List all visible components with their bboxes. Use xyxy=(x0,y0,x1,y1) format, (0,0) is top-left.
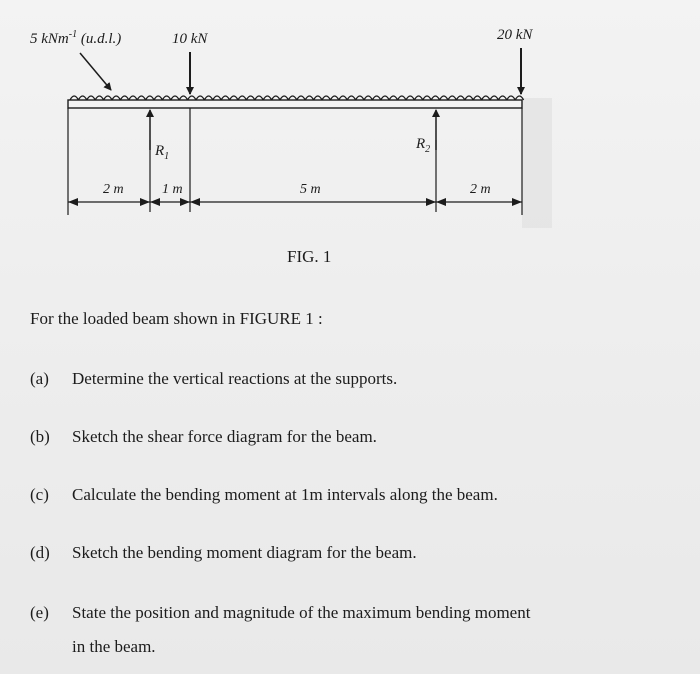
question-a xyxy=(30,366,680,392)
question-d xyxy=(30,540,680,566)
beam xyxy=(68,100,522,108)
question-label: (e) xyxy=(30,603,49,622)
question-label: (d) xyxy=(30,543,50,562)
question-label: (b) xyxy=(30,427,50,446)
r1-label: $R_1$ xyxy=(155,143,170,162)
dim-arrow-r2-right xyxy=(436,198,446,206)
question-text: Sketch the shear force diagram for the beam. xyxy=(72,427,377,446)
dimension-label-1m: 1 m xyxy=(162,182,183,197)
question-c xyxy=(30,482,680,508)
dimension-label-2m-right: 2 m xyxy=(470,182,491,197)
dim-arrow-load-left xyxy=(180,198,190,206)
show-through-text xyxy=(360,392,364,410)
question-text: Sketch the bending moment diagram for the beam. xyxy=(72,543,417,562)
dimension-label-2m-left: 2 m xyxy=(103,182,124,197)
point-load-20kn-label: 20 kN xyxy=(497,27,533,43)
show-through-hatch xyxy=(522,98,552,228)
dim-arrow-load-right xyxy=(190,198,200,206)
figure-caption: FIG. 1 xyxy=(287,247,332,266)
question-text: Determine the vertical reactions at the supports. xyxy=(72,369,398,388)
question-b xyxy=(30,424,680,450)
question-text-continuation: in the beam. xyxy=(72,637,156,656)
question-e xyxy=(30,600,680,660)
dimension-label-5m: 5 m xyxy=(300,182,321,197)
dim-arrow-r1-left xyxy=(140,198,150,206)
udl-label: 5 kNm$^{-1}$ (u.d.l.) xyxy=(30,29,122,47)
question-label: (c) xyxy=(30,485,49,504)
r2-label: $R_2$ xyxy=(416,136,431,155)
intro-text: For the loaded beam shown in FIGURE 1 : xyxy=(30,309,323,328)
dim-arrow-r1-right xyxy=(150,198,160,206)
dim-arrow-right-end xyxy=(512,198,522,206)
dim-arrow-r2-left xyxy=(426,198,436,206)
beam-figure xyxy=(0,0,700,300)
question-label: (a) xyxy=(30,369,49,388)
question-text: Calculate the bending moment at 1m intervals along the beam. xyxy=(72,485,498,504)
question-text: State the position and magnitude of the maximum bending moment xyxy=(72,603,531,622)
point-load-10kn-label: 10 kN xyxy=(172,31,208,47)
udl-pointer-arrow xyxy=(80,53,111,90)
dim-arrow-left-start xyxy=(68,198,78,206)
